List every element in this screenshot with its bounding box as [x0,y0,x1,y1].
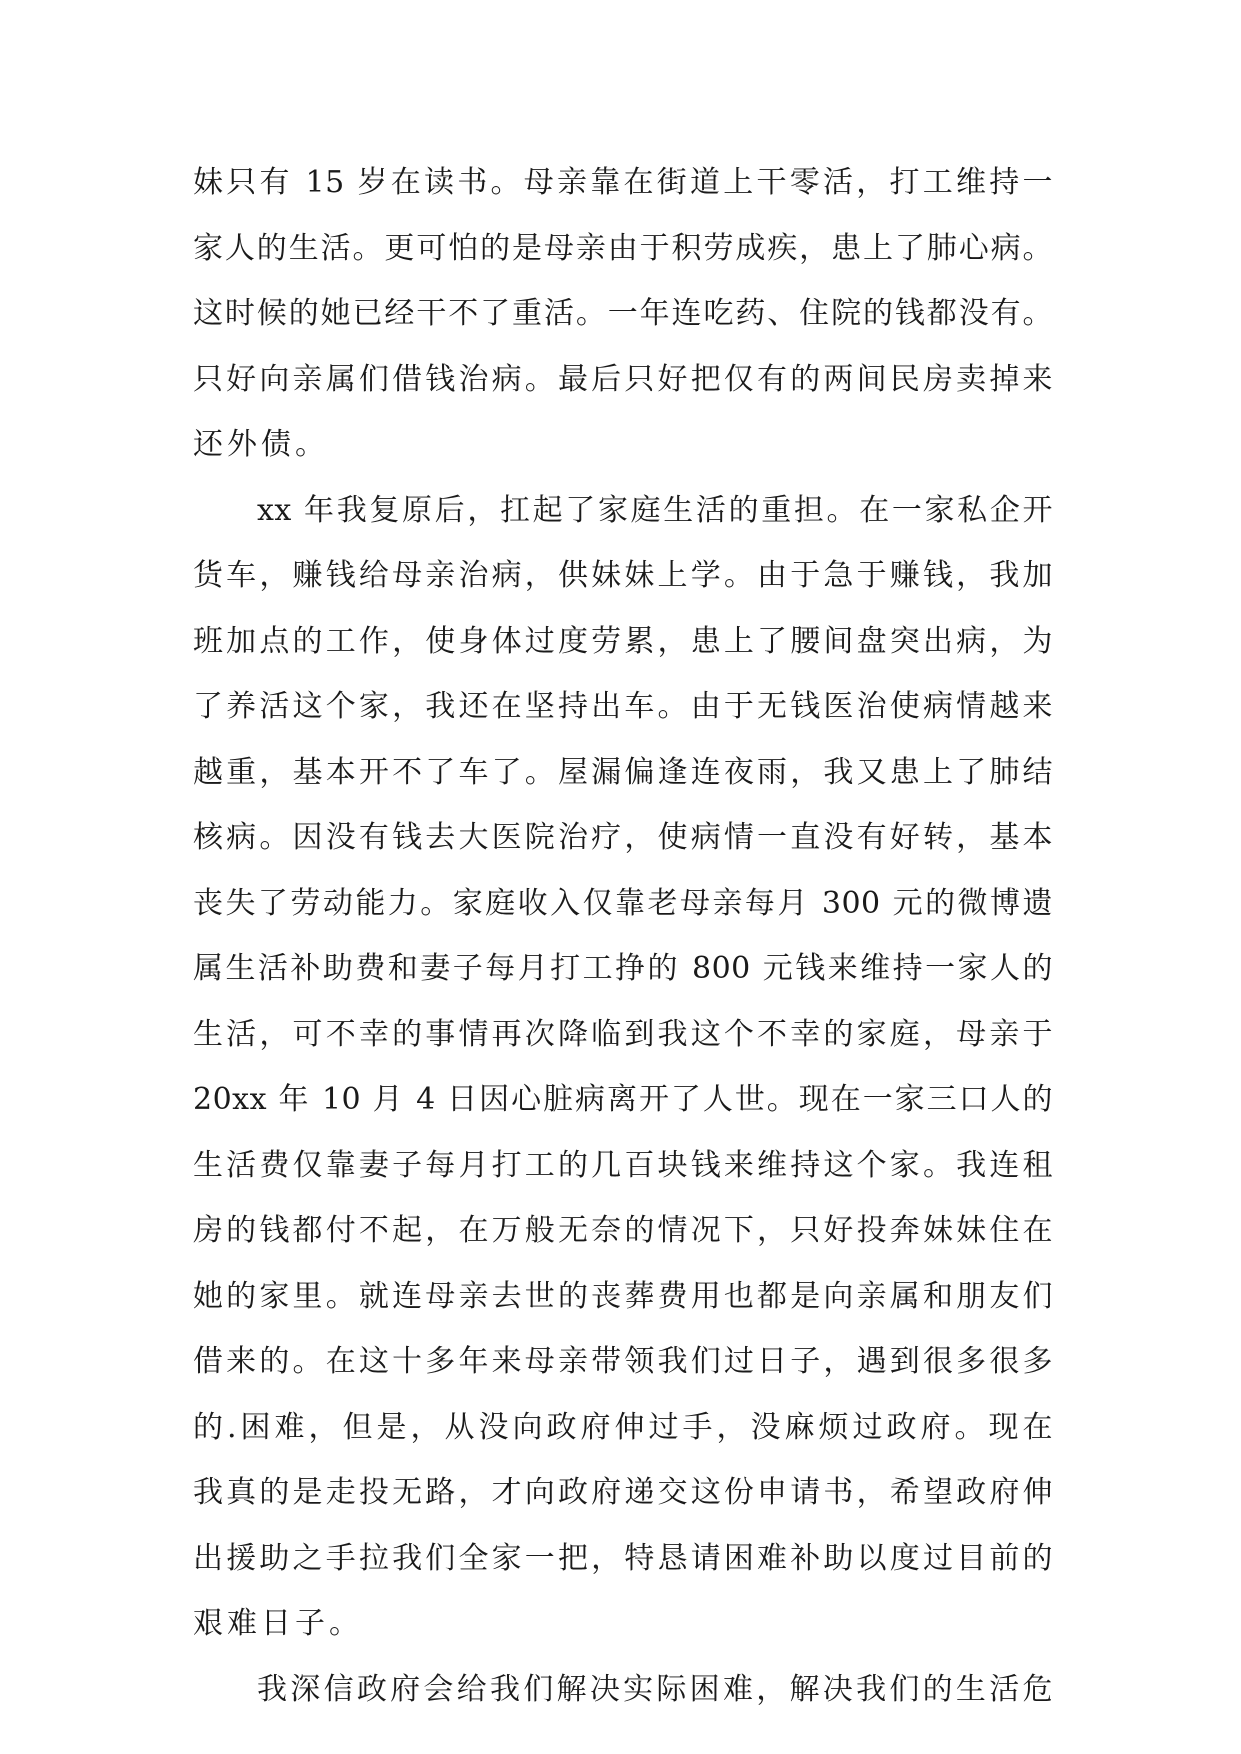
text-line: 货车，赚钱给母亲治病，供妹妹上学。由于急于赚钱，我加 [193,558,1053,593]
text-line: xx 年我复原后，扛起了家庭生活的重担。在一家私企开 [257,492,1053,528]
text-line: 我深信政府会给我们解决实际困难，解决我们的生活危 [257,1671,1053,1707]
text-line: 核病。因没有钱去大医院治疗，使病情一直没有好转，基本 [193,820,1053,855]
text-line: 班加点的工作，使身体过度劳累，患上了腰间盘突出病，为 [193,623,1053,659]
text-line: 只好向亲属们借钱治病。最后只好把仅有的两间民房卖掉来 [193,361,1053,397]
text-line: 20xx 年 10 月 4 日因心脏病离开了人世。现在一家三口人的 [193,1082,1053,1117]
text-line: 的.困难，但是，从没向政府伸过手，没麻烦过政府。现在 [193,1409,1053,1445]
text-line: 妹只有 15 岁在读书。母亲靠在街道上干零活，打工维持一 [193,165,1053,200]
paragraph [193,150,1053,478]
text-line: 出援助之手拉我们全家一把，特恳请困难补助以度过目前的 [193,1540,1053,1576]
text-line: 丧失了劳动能力。家庭收入仅靠老母亲每月 300 元的微博遗 [193,885,1053,921]
document-body [193,150,1053,1722]
text-line: 借来的。在这十多年来母亲带领我们过日子，遇到很多很多 [193,1344,1053,1379]
text-line: 家人的生活。更可怕的是母亲由于积劳成疾，患上了肺心病。 [193,230,1053,266]
text-line: 生活，可不幸的事情再次降临到我这个不幸的家庭，母亲于 [193,1016,1053,1052]
text-line: 我真的是走投无路，才向政府递交这份申请书，希望政府伸 [193,1475,1053,1510]
text-line: 房的钱都付不起，在万般无奈的情况下，只好投奔妹妹住在 [193,1213,1053,1248]
text-line: 还外债。 [193,427,329,462]
text-line: 属生活补助费和妻子每月打工挣的 800 元钱来维持一家人的 [193,951,1053,986]
text-line: 她的家里。就连母亲去世的丧葬费用也都是向亲属和朋友们 [193,1278,1053,1314]
text-line: 这时候的她已经干不了重活。一年连吃药、住院的钱都没有。 [193,296,1053,331]
paragraph [193,1657,1053,1723]
paragraph [193,478,1053,1657]
text-line: 艰难日子。 [193,1606,363,1641]
text-line: 生活费仅靠妻子每月打工的几百块钱来维持这个家。我连租 [193,1147,1053,1183]
text-line: 越重，基本开不了车了。屋漏偏逢连夜雨，我又患上了肺结 [193,754,1053,790]
text-line: 了养活这个家，我还在坚持出车。由于无钱医治使病情越来 [193,689,1053,724]
